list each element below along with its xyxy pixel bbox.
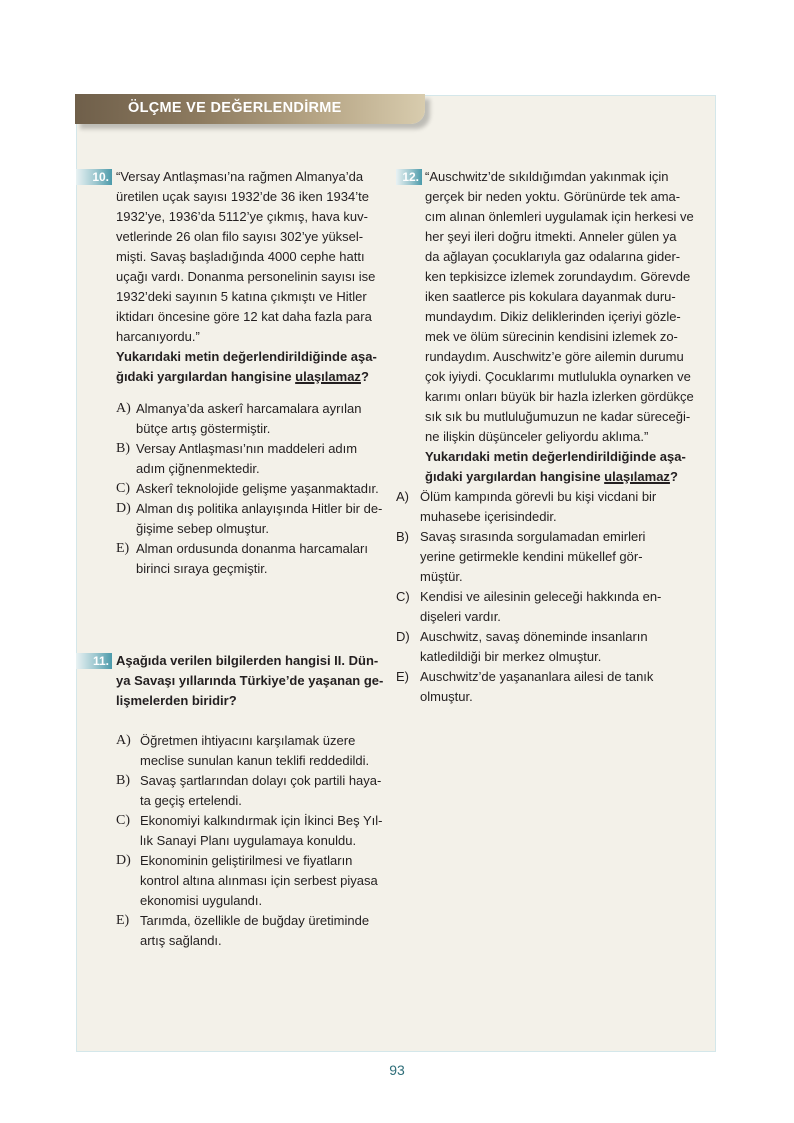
- option-b[interactable]: [116, 771, 384, 811]
- text-line: 1932’deki sayının 5 katına çıkmıştı ve Hitler: [116, 289, 367, 304]
- option-c[interactable]: [396, 587, 698, 627]
- text-line: ken tepkisizce izlemek zorundaydım. Görevde: [425, 269, 691, 284]
- option-line: yerine getirmekle kendini mükellef gör-: [420, 549, 643, 564]
- option-line: Ekonominin geliştirilmesi ve fiyatların: [140, 853, 353, 868]
- option-e[interactable]: [116, 911, 384, 951]
- option-line: Alman dış politika anlayışında Hitler bir de-: [136, 501, 383, 516]
- option-line: Auschwitz, savaş döneminde insanların: [420, 629, 648, 644]
- prompt-line: lişmelerden biridir?: [116, 693, 237, 708]
- text-line: “Auschwitz’de sıkıldığımdan yakınmak için: [425, 169, 669, 184]
- text-line: sık sık bu mutluluğumuzun ne kadar süreceği-: [425, 409, 691, 424]
- option-line: olmuştur.: [420, 689, 473, 704]
- prompt-emphasis: ulaşılamaz: [604, 469, 670, 484]
- text-line: 1932’ye, 1936’da 5112’ye çıkmış, hava kuv-: [116, 209, 368, 224]
- option-d[interactable]: [116, 499, 384, 539]
- option-letter: B): [116, 773, 130, 788]
- question-prompt: [116, 651, 384, 711]
- question-11: [76, 651, 384, 951]
- text-line: harcanıyordu.”: [116, 329, 200, 344]
- option-letter: C): [396, 589, 410, 604]
- text-line: üretilen uçak sayısı 1932’de 36 iken 1934’te: [116, 189, 369, 204]
- text-line: çok iyiydi. Çocuklarımı mutlulukla oynarken ve: [425, 369, 691, 384]
- option-a[interactable]: [396, 487, 698, 527]
- text-line: karımı onları büyük bir hazla izlerken gördükçe: [425, 389, 694, 404]
- question-number: 12.: [396, 169, 422, 185]
- option-line: Ölüm kampında görevli bu kişi vicdani bir: [420, 489, 657, 504]
- question-number: 10.: [76, 169, 112, 185]
- question-text: [116, 167, 384, 347]
- prompt-emphasis: ulaşılamaz: [295, 369, 361, 384]
- option-line: ta geçiş ertelendi.: [140, 793, 242, 808]
- question-text: [425, 167, 698, 447]
- option-letter: A): [396, 489, 409, 504]
- page-number: 93: [389, 1062, 405, 1078]
- prompt-line: Yukarıdaki metin değerlendirildiğinde aşa-: [116, 349, 377, 364]
- prompt-line: Aşağıda verilen bilgilerden hangisi II. Dün-: [116, 653, 379, 668]
- section-banner: [75, 94, 425, 124]
- option-letter: C): [116, 813, 130, 828]
- option-letter: E): [396, 669, 409, 684]
- option-line: Askerî teknolojide gelişme yaşanmaktadır.: [136, 481, 379, 496]
- option-line: Tarımda, özellikle de buğday üretiminde: [140, 913, 370, 928]
- question-prompt: [116, 347, 384, 387]
- text-line: iktidarı öncesine göre 12 kat daha fazla para: [116, 309, 372, 324]
- text-line: uçağı vardı. Donanma personelinin sayısı ise: [116, 269, 376, 284]
- option-line: ekonomisi uygulandı.: [140, 893, 263, 908]
- text-line: cım alınan önlemleri uygulamak için herkesi ve: [425, 209, 694, 224]
- option-letter: A): [116, 401, 131, 416]
- prompt-line: ya Savaşı yıllarında Türkiye’de yaşanan ge-: [116, 673, 384, 688]
- option-letter: B): [396, 529, 409, 544]
- option-b[interactable]: [116, 439, 384, 479]
- question-12: [396, 167, 698, 707]
- text-line: mişti. Savaş başladığında 4000 cephe hattı: [116, 249, 365, 264]
- option-a[interactable]: [116, 399, 384, 439]
- text-line: da ağlayan çocuklarıyla gaz odalarına gider-: [425, 249, 681, 264]
- option-e[interactable]: [116, 539, 384, 579]
- options: [116, 399, 384, 579]
- option-line: kontrol altına alınması için serbest piyasa: [140, 873, 378, 888]
- option-letter: E): [116, 913, 130, 928]
- option-e[interactable]: [396, 667, 698, 707]
- option-line: Savaş şartlarından dolayı çok partili haya-: [140, 773, 382, 788]
- prompt-text: ğıdaki yargılardan hangisine: [425, 469, 605, 484]
- text-line: mek ve ölüm sürecinin kendisini izlemek zo-: [425, 329, 678, 344]
- option-line: Auschwitz’de yaşananlara ailesi de tanık: [420, 669, 654, 684]
- option-line: Kendisi ve ailesinin geleceği hakkında en-: [420, 589, 662, 604]
- prompt-mark: ?: [360, 369, 369, 384]
- option-line: katledildiği bir merkez olmuştur.: [420, 649, 602, 664]
- text-line: vetlerinde 26 olan filo sayısı 302’ye yüksel-: [116, 229, 364, 244]
- option-line: Savaş sırasında sorgulamadan emirleri: [420, 529, 646, 544]
- prompt-text: ğıdaki yargılardan hangisine: [116, 369, 296, 384]
- option-d[interactable]: [396, 627, 698, 667]
- option-letter: A): [116, 733, 131, 748]
- text-line: her şeyi ileri doğru itmekti. Anneler gülen ya: [425, 229, 677, 244]
- question-10: [76, 167, 384, 579]
- option-line: meclise sunulan kanun teklifi reddedildi.: [140, 753, 370, 768]
- option-line: Almanya’da askerî harcamalara ayrılan: [136, 401, 362, 416]
- option-line: birinci sıraya geçmiştir.: [136, 561, 268, 576]
- option-line: müştür.: [420, 569, 463, 584]
- option-line: ğişime sebep olmuştur.: [136, 521, 269, 536]
- prompt-mark: ?: [669, 469, 678, 484]
- text-line: ne ilişkin düşünceler geliyordu aklıma.”: [425, 429, 649, 444]
- question-number: 11.: [76, 653, 112, 669]
- section-title: ÖLÇME VE DEĞERLENDİRME: [128, 100, 342, 116]
- option-line: Öğretmen ihtiyacını karşılamak üzere: [140, 733, 356, 748]
- option-letter: D): [396, 629, 410, 644]
- option-line: muhasebe içerisindedir.: [420, 509, 557, 524]
- option-line: bütçe artış göstermiştir.: [136, 421, 271, 436]
- option-letter: D): [116, 853, 131, 868]
- question-prompt: [425, 447, 698, 487]
- option-letter: D): [116, 501, 131, 516]
- options: [396, 487, 698, 707]
- prompt-line: [116, 367, 384, 387]
- option-c[interactable]: [116, 811, 384, 851]
- options: [116, 731, 384, 951]
- option-line: artış sağlandı.: [140, 933, 222, 948]
- option-line: Alman ordusunda donanma harcamaları: [136, 541, 368, 556]
- option-letter: C): [116, 481, 130, 496]
- option-a[interactable]: [116, 731, 384, 771]
- prompt-line: [425, 467, 698, 487]
- option-letter: E): [116, 541, 130, 556]
- text-line: “Versay Antlaşması’na rağmen Almanya’da: [116, 169, 364, 184]
- text-line: gerçek bir neden yoktu. Görünürde tek ama-: [425, 189, 681, 204]
- option-b[interactable]: [396, 527, 698, 587]
- option-line: dişeleri vardır.: [420, 609, 501, 624]
- text-line: iken saatlerce pis kokulara dayanmak duru-: [425, 289, 676, 304]
- text-line: mundaydım. Dikiz deliklerinden içeriyi gözle-: [425, 309, 681, 324]
- option-line: lık Sanayi Planı uygulamaya konuldu.: [140, 833, 357, 848]
- option-line: Ekonomiyi kalkındırmak için İkinci Beş Yıl-: [140, 813, 383, 828]
- option-line: Versay Antlaşması’nın maddeleri adım: [136, 441, 358, 456]
- text-line: rundaydım. Auschwitz’e göre ailemin durumu: [425, 349, 684, 364]
- prompt-line: Yukarıdaki metin değerlendirildiğinde aşa-: [425, 449, 686, 464]
- option-d[interactable]: [116, 851, 384, 911]
- option-line: adım çiğnenmektedir.: [136, 461, 260, 476]
- option-c[interactable]: [116, 479, 384, 499]
- option-letter: B): [116, 441, 130, 456]
